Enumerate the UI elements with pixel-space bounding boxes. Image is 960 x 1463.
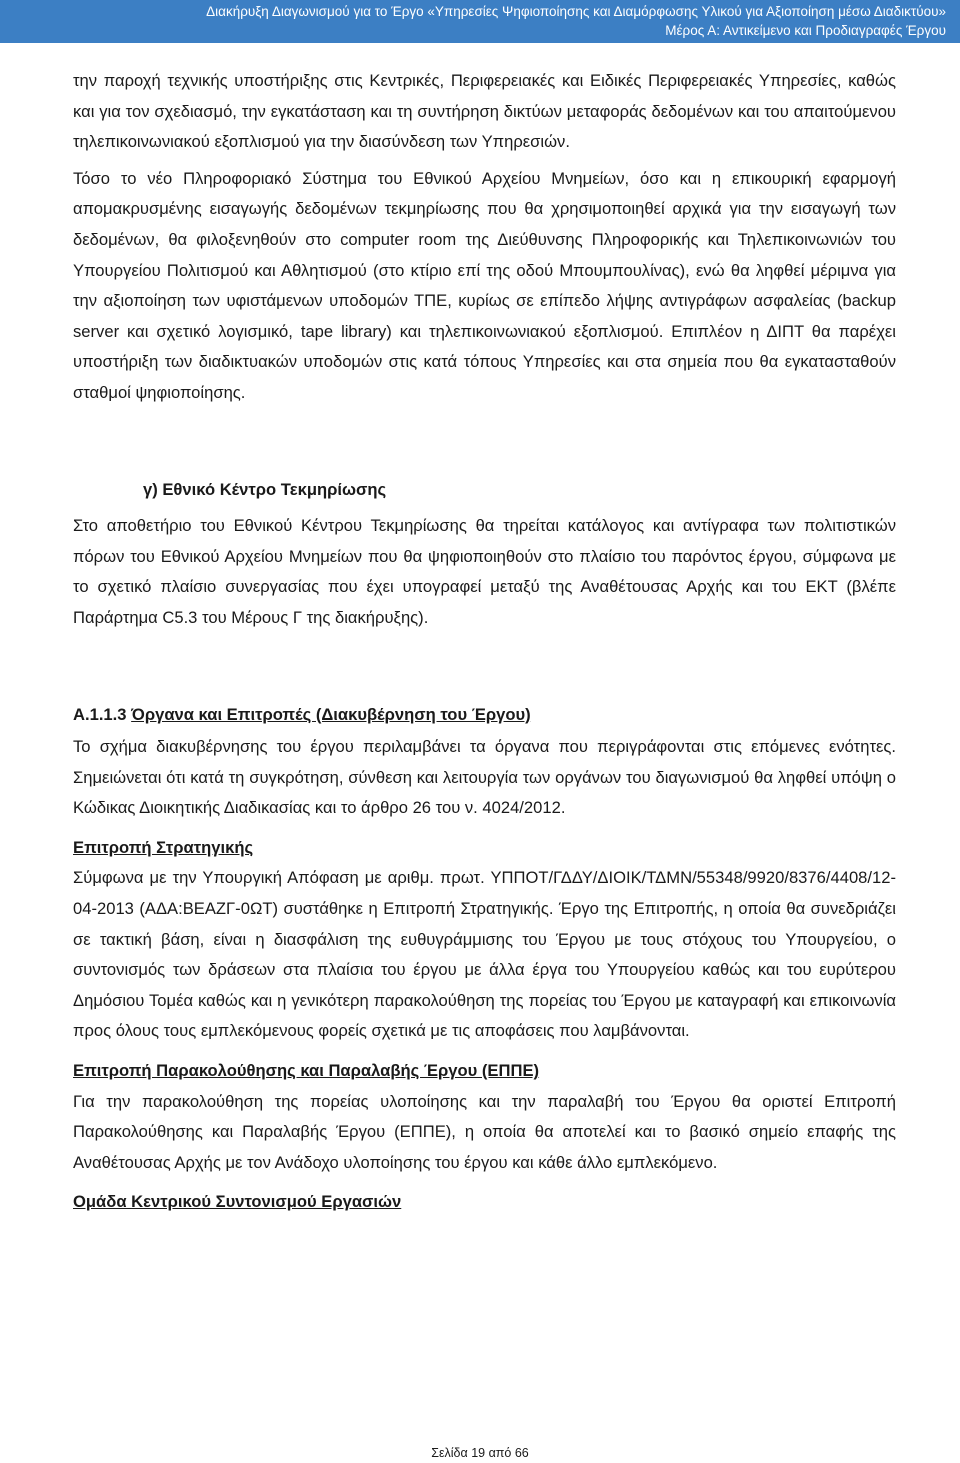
- paragraph-information-system: Τόσο το νέο Πληροφοριακό Σύστημα του Εθνικού Αρχείου Μνημείων, όσο και η επικουρική εφαρμογή απομακρυσμένης εισαγωγής δεδομένων τεκμηρίωσης που θα χρησιμοποιηθεί αρχικά για την εισαγωγή των δεδομένων, θα φιλοξενηθούν στο computer room της Διεύθυνσης Πληροφορικής και Τηλεπικοινωνιών του Υπουργείου Πολιτισμού και Αθλητισμού (στο κτίριο επί της οδού Μπουμπουλίνας), ενώ θα ληφθεί μέριμνα για την αξιοποίηση των υφιστάμενων υποδομών ΤΠΕ, κυρίως σε επίπεδο λήψης αντιγράφων ασφαλείας (backup server και σχετικό λογισμικό, tape library) και τηλεπικοινωνιακού εξοπλισμού. Επιπλέον η ΔΙΠΤ θα παρέχει υποστήριξη των διαδικτυακών υποδομών στις κατά τόπους Υπηρεσίες και στα σημεία που θα εγκατασταθούν σταθμοί ψηφιοποίησης.: [73, 168, 896, 402]
- paragraph-tech-support: την παροχή τεχνικής υποστήριξης στις Κεντρικές, Περιφερειακές και Ειδικές Περιφερειακές Υπηρεσίες, καθώς και για τον σχεδιασμό, την εγκατάσταση και τη συντήρηση δικτύων μεταφοράς δεδομένων και του απαιτούμενου τηλεπικοινωνιακού εξοπλισμού για την διασύνδεση των Υπηρεσιών.: [73, 71, 896, 152]
- paragraph-governance: Το σχήμα διακυβέρνησης του έργου περιλαμβάνει τα όργανα που περιγράφονται στις επόμενες ενότητες. Σημειώνεται ότι κατά τη συγκρότηση, σύνθεση και λειτουργία των οργάνων του διαγωνισμού θα ληφθεί υπόψη ο Κώδικας Διοικητικής Διαδικασίας και το άρθρο 26 του ν. 4024/2012.: [73, 737, 896, 818]
- section-number: Α.1.1.3: [73, 704, 127, 724]
- page-footer: [0, 1445, 960, 1461]
- paragraph-strategic-committee: Σύμφωνα με την Υπουργική Απόφαση με αριθμ. πρωτ. ΥΠΠΟΤ/ΓΔΔΥ/ΔΙΟΙΚ/ΤΔΜΝ/55348/9920/8376/4408/12-04-2013 (ΑΔΑ:ΒΕΑΖΓ-0ΩΤ) συστάθηκε η Επιτροπή Στρατηγικής. Έργο της Επιτροπής, η οποία θα συνεδριάζει σε τακτική βάση, είναι η διασφάλιση της ευθυγράμμισης του Έργου με τους στόχους του Υπουργείου, ο συντονισμός των δράσεων στα πλαίσια του έργου με άλλα έργα του Υπουργείου καθώς και του ευρύτερου Δημόσιου Τομέα καθώς και η γενικότερη παρακολούθηση της πορείας του Έργου με καταγραφή και επικοινωνία προς όλους τους εμπλεκόμενους φορείς σχετικά με τις αποφάσεις που λαμβάνονται.: [73, 868, 896, 1041]
- paragraph-ekt-repository: Στο αποθετήριο του Εθνικού Κέντρου Τεκμηρίωσης θα τηρείται κατάλογος και αντίγραφα των πολιτιστικών πόρων του Εθνικού Αρχείου Μνημείων που θα ψηφιοποιηθούν στο πλαίσιο του παρόντος έργου, σύμφωνα με το σχετικό πλαίσιο συνεργασίας που έχει υπογραφεί μεταξύ της Αναθέτουσας Αρχής και του ΕΚΤ (βλέπε Παράρτημα C5.3 του Μέρους Γ της διακήρυξης).: [73, 516, 896, 627]
- subsection-title-ekt: γ) Εθνικό Κέντρο Τεκμηρίωσης: [143, 479, 387, 499]
- paragraph-eppe-committee: Για την παρακολούθηση της πορείας υλοποίησης και την παραλαβή του Έργου θα οριστεί Επιτροπή Παρακολούθησης και Παραλαβής Έργου (ΕΠΠΕ), η οποία θα αποτελεί και το βασικό σημείο επαφής της Αναθέτουσας Αρχής με τον Ανάδοχο υλοποίησης του έργου και κάθε άλλο εμπλεκόμενο.: [73, 1091, 896, 1172]
- page-number: Σελίδα 19 από 66: [431, 1446, 529, 1460]
- section-heading-governance: [73, 700, 896, 731]
- section-title: Όργανα και Επιτροπές (Διακυβέρνηση του Έργου): [131, 704, 531, 724]
- heading-strategic-committee: Επιτροπή Στρατηγικής: [73, 837, 254, 857]
- header-title: Διακήρυξη Διαγωνισμού για το Έργο «Υπηρεσίες Ψηφιοποίησης και Διαμόρφωσης Υλικού για Αξιοποίηση μέσω Διαδικτύου»: [206, 4, 946, 19]
- header-subtitle: Μέρος Α: Αντικείμενο και Προδιαγραφές Έργου: [665, 23, 946, 38]
- page-content: [73, 66, 896, 1218]
- heading-coordination-team: Ομάδα Κεντρικού Συντονισμού Εργασιών: [73, 1192, 402, 1212]
- heading-eppe-committee: Επιτροπή Παρακολούθησης και Παραλαβής Έργου (ΕΠΠΕ): [73, 1061, 540, 1081]
- document-header: [0, 0, 960, 43]
